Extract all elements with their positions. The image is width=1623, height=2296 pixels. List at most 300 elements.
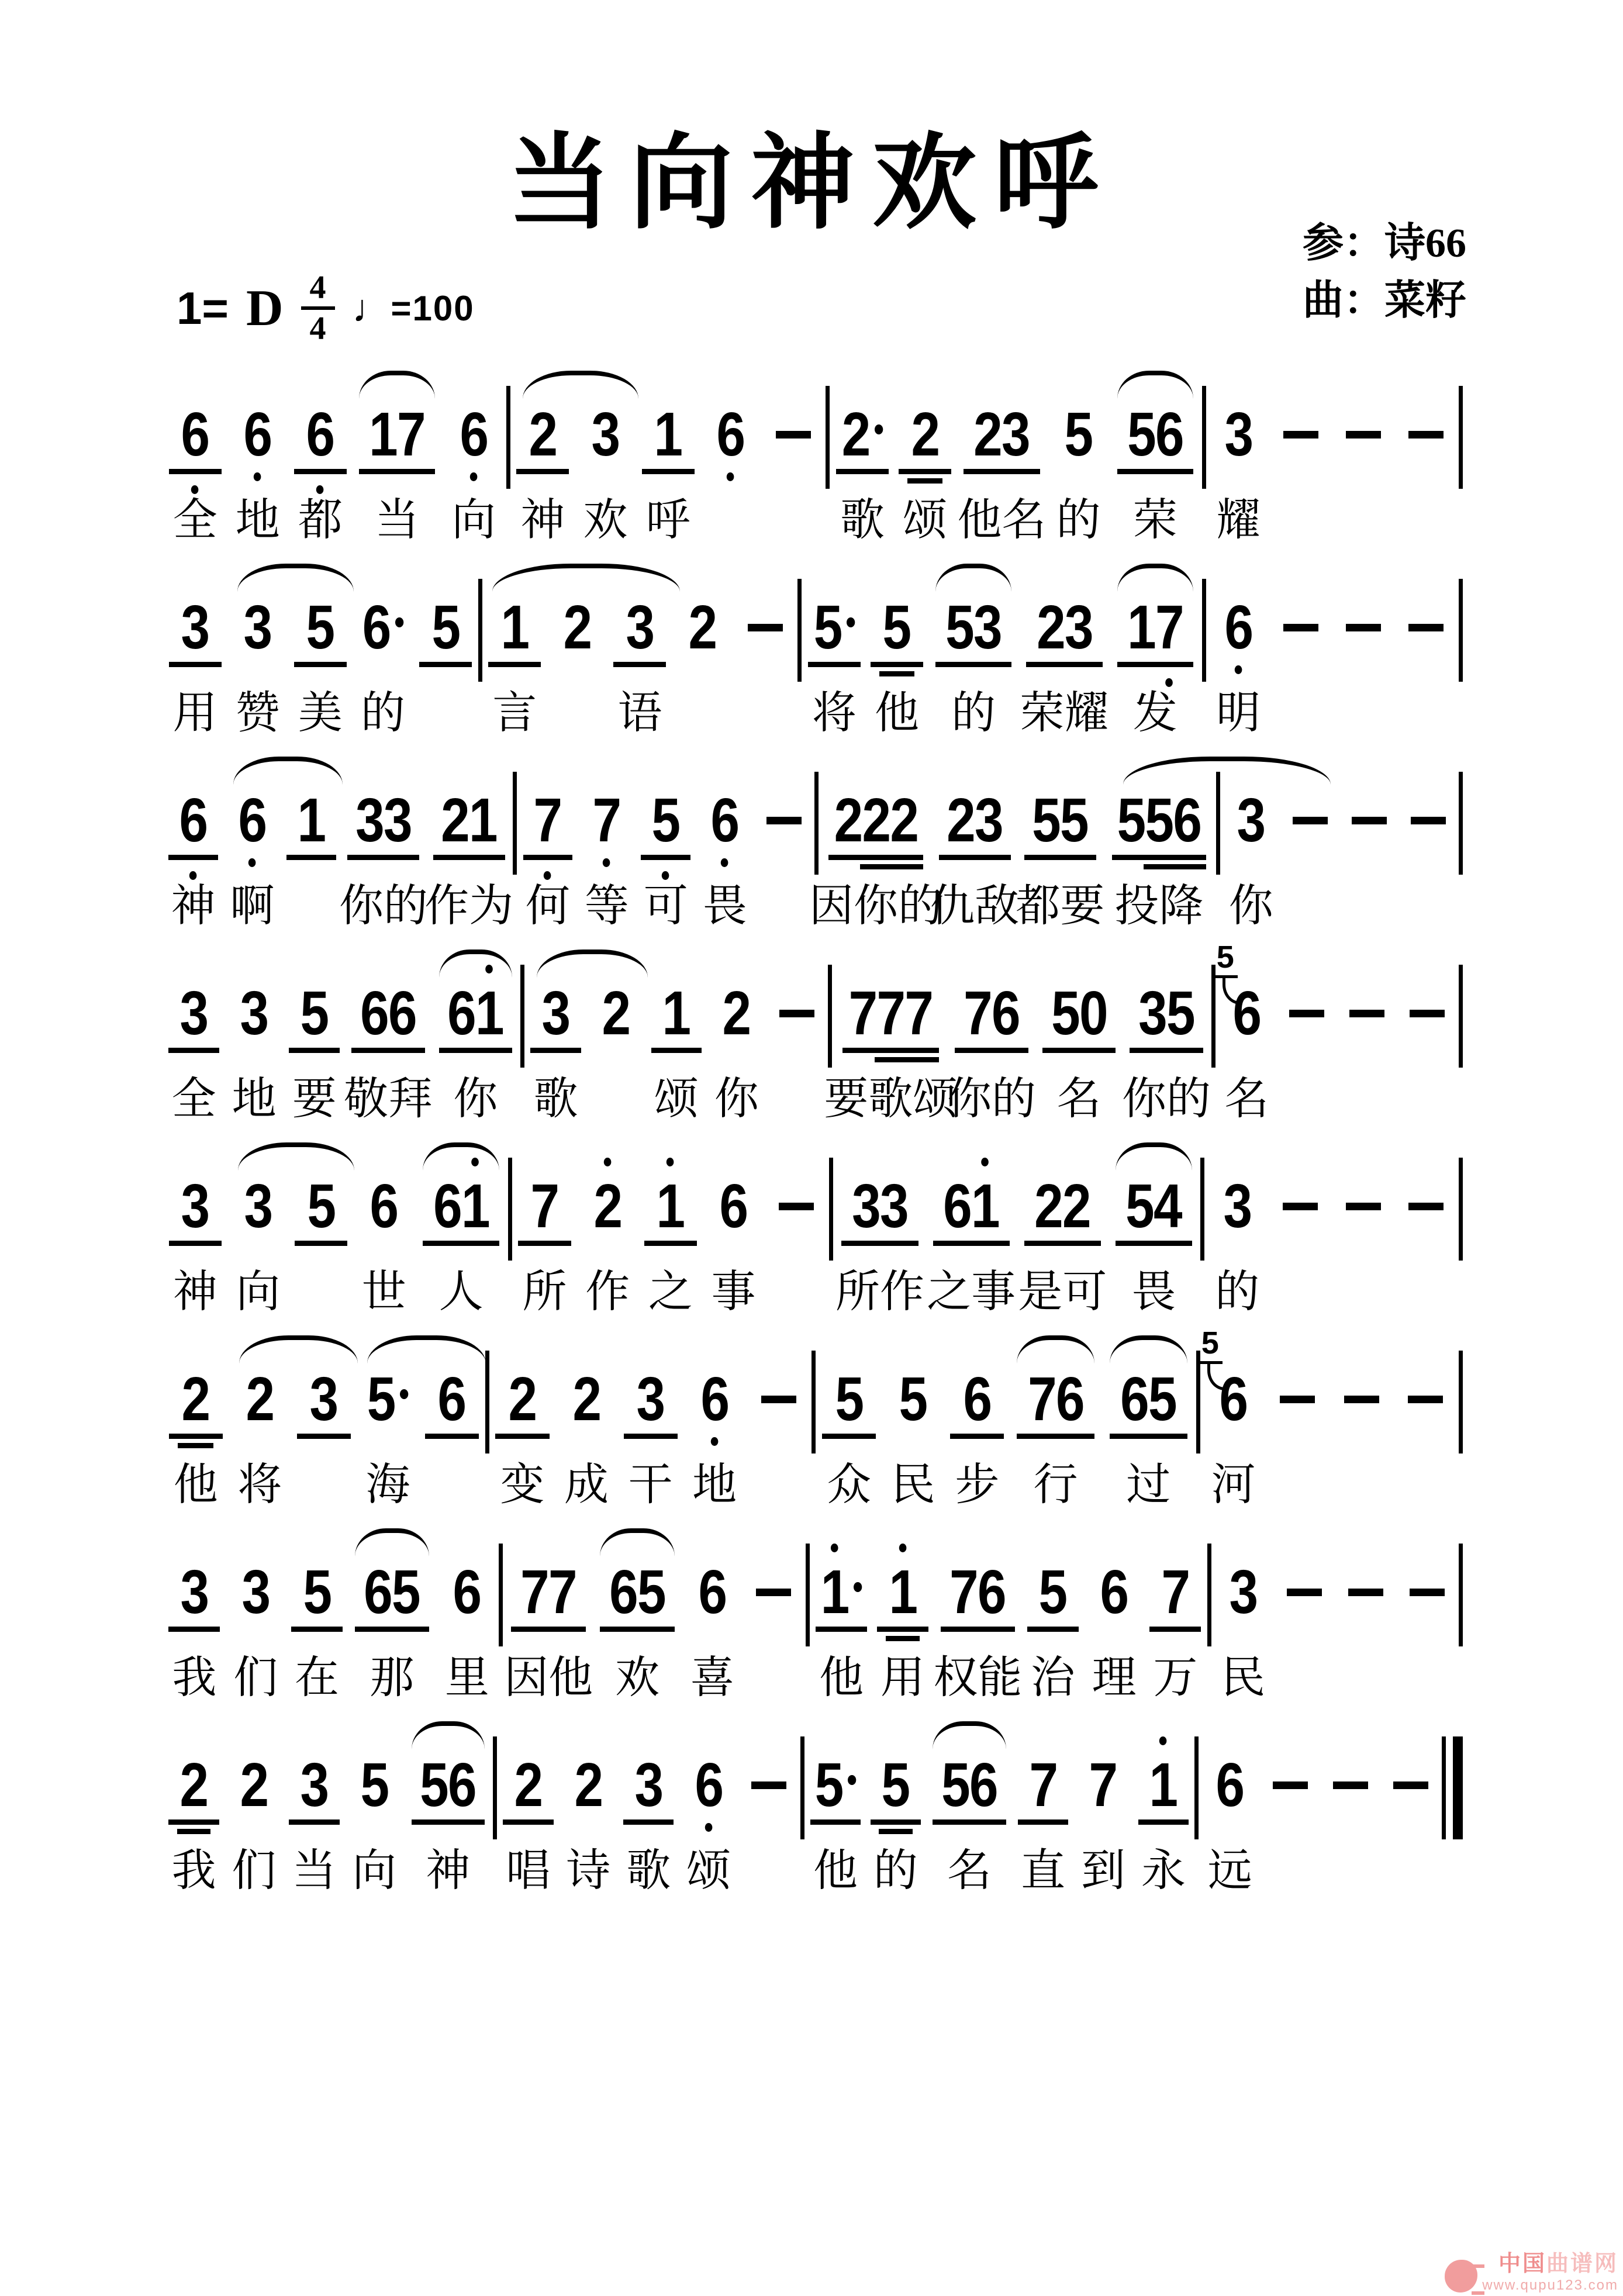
beam-line [933,1241,1010,1246]
note-token [1398,789,1458,906]
note-digit: 5 [307,1172,336,1241]
lyric-syllable: 干 [628,1460,673,1510]
lyric-syllable: 他 [819,1653,864,1703]
lyric-syllable: 过 [1126,1460,1171,1510]
barline [1207,1544,1211,1646]
note-digits [654,400,682,469]
low-octave-dot [662,871,669,880]
note-digit: 7 [1089,1751,1117,1819]
note-digit: 3 [1064,593,1093,662]
beam-line [1110,1434,1187,1439]
note-token [484,593,546,740]
beam-line [842,1048,939,1053]
note-digits [420,1751,476,1819]
note-digits [716,400,745,469]
beam-line [836,469,889,474]
note-digits [572,1365,600,1434]
lyric-syllable: 向 [451,495,496,545]
dash-note [779,1010,814,1017]
measure [164,400,505,547]
beam-line [939,855,1011,860]
note-digits [1120,1365,1177,1434]
note-digits [1038,1558,1067,1627]
note-digits [695,1751,723,1819]
lyric-syllable: 喜 [690,1653,735,1703]
note-token [344,1751,405,1898]
beam-line [286,855,336,860]
high-octave-dot [667,1158,675,1166]
beam-line [168,1048,219,1053]
barline-group [520,965,524,1068]
slur-arc [492,564,680,592]
lyric-syllable: 颂 [654,1074,699,1124]
measure [1221,786,1458,933]
dash-note [1287,1589,1322,1596]
note-token [424,786,514,933]
note-digit: 1 [297,786,326,855]
note-digit: 7 [1155,596,1183,658]
measure [526,979,827,1126]
note-digits [300,1751,329,1819]
note-digits [369,400,425,469]
beam-line [644,1241,697,1246]
barline [814,772,819,875]
dash-note [1410,1589,1445,1596]
barline [1194,1736,1199,1839]
note-digit: 5 [637,1558,665,1627]
lyric-syllable: 畏 [702,881,747,931]
barline [1459,1158,1463,1261]
lyric-syllable: 万 [1153,1653,1198,1703]
note-token [282,786,341,933]
dash-note [1346,431,1381,439]
note-token [1019,593,1110,740]
barline-group [506,386,510,489]
note-digits [1032,786,1089,855]
dash-note [1280,1396,1315,1403]
note-digit: 5 [1166,979,1194,1048]
lyric-syllable: 你 [453,1074,498,1124]
note-token [1330,1368,1394,1485]
lyric-syllable: 民 [890,1460,935,1510]
note-digits [181,400,209,469]
note-digits [238,786,267,855]
note-digit: 3 [383,786,412,855]
note-token [806,1751,866,1898]
note-digits [563,593,592,662]
note-digits [180,1558,209,1627]
lyric-syllable: 当 [375,495,420,545]
lyric-syllable: 欢 [583,495,628,545]
barline-group [1216,772,1220,875]
note-digit: 6 [1224,596,1252,658]
note-digits [297,786,326,855]
lyric-syllable: 全 [172,495,217,545]
watermark-site-url: www.qupu123.com [1482,2277,1618,2293]
lyric-syllable: 向 [352,1846,397,1896]
note-digits [820,1558,862,1627]
note-token [1083,1558,1145,1705]
lyric-syllable: 是可 [1018,1267,1107,1317]
measure [803,593,1200,740]
note-digit: 5 [941,1751,969,1819]
note-digits [438,1365,466,1434]
note-digit: 7 [1029,1751,1057,1819]
note-digits [656,1172,685,1241]
note-digit: 6 [238,789,266,851]
augmentation-dot [854,1582,862,1592]
augmentation-dot [848,1775,856,1785]
beam-line [289,1048,340,1053]
lyric-syllable: 将 [237,1460,282,1510]
slur-arc [1123,757,1331,785]
lyric-syllable: 神 [520,495,565,545]
note-token [619,1365,683,1512]
lyric-syllable: 神 [172,1267,217,1317]
note-digits [541,979,570,1048]
note-digits [508,1365,537,1434]
slur-arc [233,757,343,785]
note-digits [1224,593,1252,662]
note-digit: 7 [593,789,621,851]
dash-note [1344,1396,1379,1403]
note-digit: 5 [1145,786,1173,855]
note-token [695,786,754,933]
note-token [743,1561,804,1678]
lyric-syllable: 投降 [1114,881,1204,931]
lyric-syllable: 之 [648,1267,693,1317]
beam-line [816,1627,867,1632]
lyric-syllable: 欢 [615,1653,660,1703]
note-token [289,1172,353,1319]
note-digits [688,593,717,662]
note-token [945,1365,1010,1512]
note-digits [1229,1558,1258,1627]
note-digit: 7 [534,789,562,851]
lyric-syllable: 神 [171,881,216,931]
barline [811,1351,816,1453]
note-token [436,1558,498,1705]
note-digit: 5 [814,1751,843,1819]
note-token [526,979,586,1126]
score [164,361,1464,1905]
note-digits [651,786,680,855]
score-line [164,940,1464,1126]
lyric-syllable: 直 [1021,1846,1066,1896]
note-digit: 6 [978,1558,1006,1627]
note-token [639,1172,702,1319]
note-token [646,979,706,1126]
note-digits [300,979,329,1048]
lyric-syllable: 步 [955,1460,1000,1510]
note-digits [360,1751,389,1819]
slur-arc [439,950,513,978]
note-digit: 3 [880,1172,908,1241]
barline [1459,579,1463,682]
measure [164,979,519,1126]
note-token [593,1558,682,1705]
note-token [339,786,428,933]
beam-line [1116,1241,1192,1246]
note-digit: 6 [370,1172,398,1241]
note-digit: 1 [1149,1754,1177,1816]
beam-line [642,469,695,474]
note-digit: 3 [179,979,208,1048]
barline [1211,965,1215,1068]
note-token [926,1751,1013,1898]
note-digits [719,1172,748,1241]
dash-note [1333,1781,1368,1789]
note-token [1017,1172,1108,1319]
dash-note [1393,1781,1428,1789]
note-token [1200,1751,1260,1898]
tempo-marking [353,286,475,330]
note-digit: 7 [848,979,877,1048]
note-token [1270,403,1332,520]
lyric-syllable: 变 [500,1460,545,1510]
measure [164,1558,498,1705]
note-token [415,593,477,740]
barline [828,965,832,1068]
lyric-syllable: 永 [1141,1846,1186,1896]
note-digit: 6 [360,979,388,1048]
note-token [817,1365,881,1512]
dash-note [1346,624,1381,631]
note-digits [852,1172,908,1241]
barline [499,1544,503,1646]
barline-group [478,579,482,682]
note-token [228,1365,292,1512]
note-digits [947,786,1003,855]
note-digit: 5 [1127,400,1155,469]
note-token [432,979,519,1126]
barline [1459,965,1463,1068]
note-token [225,1558,286,1705]
note-digits [303,1558,331,1627]
lyric-syllable: 颂 [686,1846,731,1896]
note-digit: 6 [306,403,334,465]
note-digits [433,1172,489,1241]
note-digit: 6 [364,1558,392,1627]
note-digit: 5 [945,593,974,662]
watermark-logo-icon [1445,2260,1477,2292]
lyric-syllable: 的 [1056,495,1101,545]
note-digits [1224,400,1252,469]
score-line [164,554,1464,740]
note-digit: 1 [889,1561,917,1623]
measure [1206,1172,1458,1319]
lyric-syllable: 啊 [230,881,275,931]
beam-line [808,662,861,667]
beam-line [177,1829,211,1834]
barline [1459,772,1463,875]
note-digits [181,1172,209,1241]
beam-line [168,1819,219,1825]
beam-line [1024,855,1096,860]
score-line [164,1712,1464,1898]
note-digit: 2 [1034,1172,1063,1241]
note-digits [1127,400,1183,469]
time-signature-bottom: 4 [309,310,326,347]
note-digit: 2 [1036,593,1065,662]
lyric-syllable: 作 [585,1267,630,1317]
barline [1202,386,1206,489]
note-token [356,1365,420,1512]
note-digits [309,1365,338,1434]
note-digit: 2 [602,979,630,1048]
note-digit: 5 [835,1365,864,1434]
barline-group [806,1544,810,1646]
note-digits [593,1172,622,1241]
lyric-syllable: 敬拜 [343,1074,433,1124]
note-digits [634,1751,663,1819]
lyric-syllable: 神 [426,1846,471,1896]
slur-arc [1116,1142,1192,1171]
barline [826,386,830,489]
note-token [1332,596,1395,713]
note-token [679,1751,739,1898]
note-token [933,1558,1023,1705]
note-digit: 5 [306,593,334,662]
note-token [1201,1325,1266,1512]
note-digit: 3 [309,1365,338,1434]
lyric-syllable: 荣 [1132,495,1177,545]
beam-line [877,1627,928,1632]
note-digit: 1 [469,786,498,855]
slur-arc [1117,564,1193,592]
measure [1213,1558,1458,1705]
slur-arc [933,1721,1006,1749]
measure [484,593,797,740]
note-digit: 2 [947,786,975,855]
high-octave-dot [982,1158,989,1166]
slur-arc [1110,1335,1187,1363]
note-token [1102,1365,1195,1512]
note-token [226,400,289,547]
note-digit: 5 [431,593,460,662]
note-digit: 2 [179,1751,208,1819]
note-digits [636,1365,665,1434]
note-digit: 6 [447,979,476,1048]
note-digits [574,1751,603,1819]
note-token [706,979,766,1126]
dash-note [748,624,783,631]
time-signature-bar [301,306,335,310]
note-digits [949,1558,1006,1627]
note-digit: 6 [179,789,208,851]
beam-line [613,662,666,667]
note-token [164,1365,228,1512]
note-token [765,1175,828,1292]
note-digit: 6 [1215,1751,1244,1819]
beam-line [425,1434,479,1439]
note-digits [529,400,557,469]
beam-line [822,1434,876,1439]
note-digit: 2 [514,1751,543,1819]
note-digits [370,1172,398,1241]
lyric-syllable: 那 [370,1653,415,1703]
note-token [1395,403,1458,520]
note-digits [179,979,208,1048]
note-token [1339,789,1398,906]
beam-line [899,469,951,474]
slur-arc [423,1142,499,1171]
note-digit: 6 [433,1172,461,1241]
note-token [227,1172,290,1319]
dash-note [1410,1010,1445,1017]
note-digits [1117,786,1201,855]
beam-line [907,478,942,484]
note-digits [698,1558,727,1627]
barline-group [797,579,802,682]
note-digits [1127,593,1183,662]
barline-group [1202,579,1206,682]
low-octave-dot [1165,678,1173,687]
beam-line [879,1829,913,1834]
dash-note [1283,431,1318,439]
beam-line [810,1819,861,1825]
note-token [1269,1175,1332,1292]
note-token [747,1368,811,1485]
note-digits [447,979,504,1048]
note-token [289,400,351,547]
beam-line [1018,1819,1068,1825]
note-digit: 6 [1173,786,1201,855]
note-token [1022,1558,1083,1705]
note-token [1035,979,1123,1126]
lyric-syllable: 要 [292,1074,337,1124]
note-token [865,1751,926,1898]
note-digits [710,786,739,855]
beam-line [950,1434,1004,1439]
final-barline [1453,1736,1463,1839]
beam-line [168,855,218,860]
note-digit: 6 [969,1751,997,1819]
barline-group [1207,1544,1211,1646]
beam-line [297,1434,351,1439]
barline-group [1459,1351,1463,1453]
note-digit: 2 [441,786,469,855]
note-digit: 5 [1125,1172,1154,1241]
measure [164,1751,492,1898]
note-token [289,593,351,740]
note-digit: 7 [548,1558,577,1627]
note-token [1009,1365,1102,1512]
note-digits [240,979,268,1048]
dash-note [1349,1010,1384,1017]
dash-note [751,1781,786,1789]
measure [834,1172,1199,1319]
note-digit: 2 [181,1365,210,1434]
lyric-syllable: 仇敌 [930,881,1020,931]
note-digit: 2 [563,593,592,662]
beam-line [651,1048,702,1053]
lyric-syllable: 畏 [1131,1267,1176,1317]
dash-note [1352,817,1387,824]
lyric-syllable: 唱 [506,1846,551,1896]
note-token [682,1365,747,1512]
note-token [803,593,865,740]
lyric-syllable: 我 [172,1653,217,1703]
measure [513,1172,828,1319]
note-digit: 5 [1117,786,1145,855]
barline-group [493,1736,497,1839]
note-token [416,1172,507,1319]
barline [506,386,510,489]
dash-note [1408,431,1444,439]
note-digit: 3 [300,1751,329,1819]
measure [504,1558,804,1705]
